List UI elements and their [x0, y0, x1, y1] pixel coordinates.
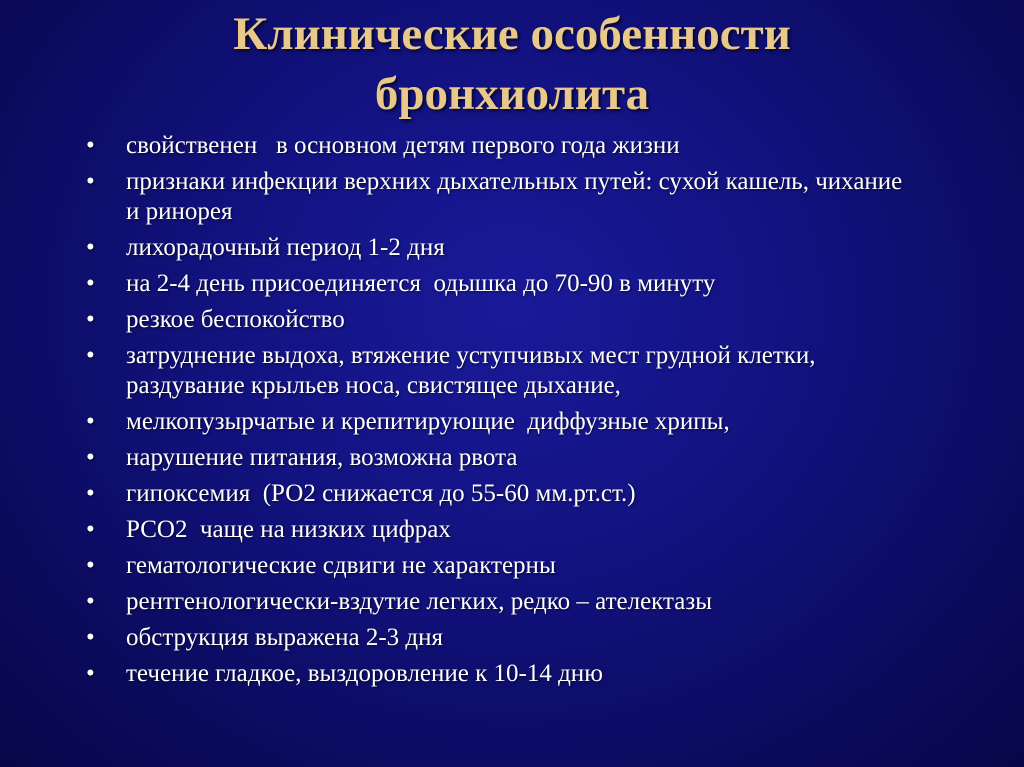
list-item [86, 407, 906, 437]
list-item-text: мелкопузырчатые и крепитирующие диффузные хрипы, [126, 408, 730, 435]
list-item [86, 305, 906, 335]
list-item [86, 269, 906, 299]
bullet-marker: • [86, 660, 95, 687]
slide-title [0, 4, 1024, 124]
list-item [86, 587, 906, 617]
bullet-marker: • [86, 342, 95, 369]
bullet-list [86, 131, 909, 695]
list-item [86, 341, 906, 401]
list-item-text: свойственен в основном детям первого года жизни [126, 132, 680, 159]
bullet-marker: • [86, 516, 95, 543]
list-item [86, 233, 906, 263]
list-item [86, 551, 906, 581]
bullet-marker: • [86, 624, 95, 651]
list-item-text: рентгенологически-вздутие легких, редко – ателектазы [126, 588, 712, 615]
list-item-text: лихорадочный период 1-2 дня [126, 234, 445, 261]
bullet-marker: • [86, 480, 95, 507]
bullet-marker: • [86, 444, 95, 471]
list-item [86, 515, 906, 545]
list-item-text: гематологические сдвиги не характерны [126, 552, 556, 579]
list-item [86, 167, 909, 227]
list-item [86, 479, 906, 509]
list-item-text: резкое беспокойство [126, 306, 345, 333]
list-item-text: РСО2 чаще на низких цифрах [126, 516, 451, 543]
slide-title-line-1: Клинические особенности [233, 8, 791, 60]
list-item-text: течение гладкое, выздоровление к 10-14 дню [126, 660, 603, 687]
bullet-marker: • [86, 168, 95, 195]
list-item-text: гипоксемия (РО2 снижается до 55-60 мм.рт.ст.) [126, 480, 636, 507]
list-item-text: нарушение питания, возможна рвота [126, 444, 518, 471]
list-item [86, 659, 906, 689]
list-item [86, 443, 906, 473]
list-item [86, 623, 906, 653]
slide-title-line-2: бронхиолита [374, 68, 650, 120]
bullet-marker: • [86, 588, 95, 615]
list-item-text: затруднение выдоха, втяжение уступчивых мест грудной клетки, раздувание крыльев носа, свистящее дыхание, [126, 342, 822, 399]
bullet-marker: • [86, 234, 95, 261]
bullet-marker: • [86, 408, 95, 435]
bullet-marker: • [86, 306, 95, 333]
list-item [86, 131, 906, 161]
bullet-marker: • [86, 132, 95, 159]
list-item-text: признаки инфекции верхних дыхательных путей: сухой кашель, чихание и ринорея [126, 168, 909, 225]
bullet-marker: • [86, 270, 95, 297]
bullet-marker: • [86, 552, 95, 579]
list-item-text: обструкция выражена 2-3 дня [126, 624, 444, 651]
list-item-text: на 2-4 день присоединяется одышка до 70-90 в минуту [126, 270, 716, 297]
